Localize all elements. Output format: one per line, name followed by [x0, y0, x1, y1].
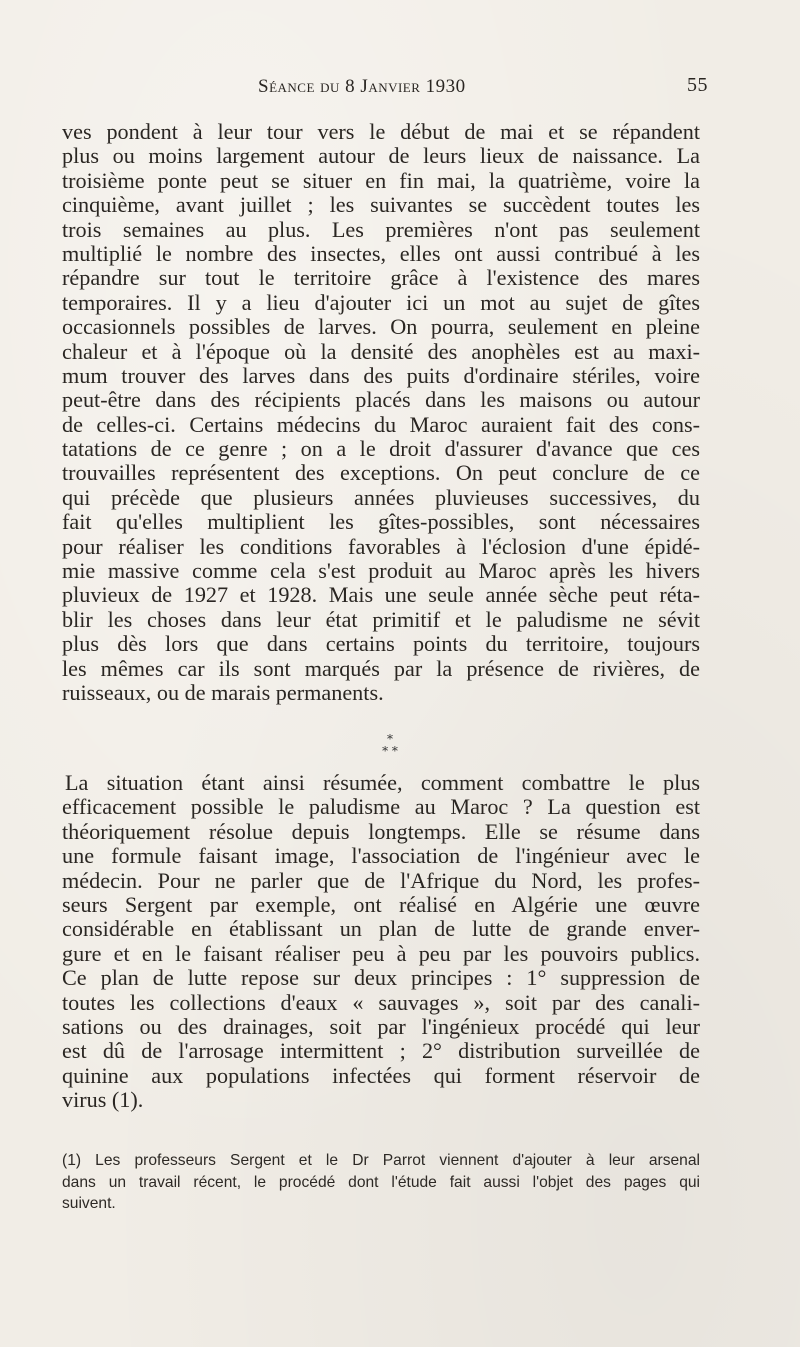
text-line: peut-être dans des récipients placés dans les maisons ou autour [62, 388, 700, 413]
text-line: mie massive comme cela s'est produit au Maroc après les hivers [62, 559, 700, 584]
text-line: ruisseaux, ou de marais permanents. [62, 680, 384, 705]
text-line: cinquième, avant juillet ; les suivantes se succèdent toutes les [62, 193, 700, 218]
footnote [62, 1150, 700, 1215]
asterism-separator [370, 733, 410, 767]
running-title: Séance du 8 Janvier 1930 [258, 76, 466, 97]
text-line: pluvieux de 1927 et 1928. Mais une seule année sèche peut réta- [62, 583, 700, 608]
text-line: répandre sur tout le territoire grâce à l'existence des mares [62, 266, 700, 291]
text-line: considérable en établissant un plan de lutte de grande enver- [62, 917, 700, 942]
text-line: plus dès lors que dans certains points du territoire, toujours [62, 632, 700, 657]
text-line: gure et en le faisant réaliser peu à peu par les pouvoirs publics. [62, 941, 700, 966]
text-line: tatations de ce genre ; on a le droit d'assurer d'avance que ces [62, 437, 700, 462]
text-line: multiplié le nombre des insectes, elles ont aussi contribué à les [62, 241, 700, 266]
text-line: La situation étant ainsi résumée, comment combattre le plus [65, 771, 700, 795]
text-line: les mêmes car ils sont marqués par la présence de rivières, de [62, 656, 700, 681]
text-line: efficacement possible le paludisme au Maroc ? La question est [62, 795, 700, 820]
text-line: médecin. Pour ne parler que de l'Afrique du Nord, les profes- [62, 868, 700, 893]
footnote-line: (1) Les professeurs Sergent et le Dr Parrot viennent d'ajouter à leur arsenal [62, 1152, 700, 1169]
text-line: qui précède que plusieurs années pluvieuses successives, du [62, 485, 700, 510]
text-line: quinine aux populations infectées qui forment réservoir de [62, 1063, 700, 1088]
text-line: virus (1). [62, 1088, 144, 1113]
paragraph-2 [62, 771, 700, 1112]
page-header [0, 74, 800, 104]
text-line: Ce plan de lutte repose sur deux principes : 1° suppression de [62, 966, 700, 991]
text-line: plus ou moins largement autour de leurs lieux de naissance. La [62, 144, 700, 169]
text-line: trois semaines au plus. Les premières n'ont pas seulement [62, 217, 700, 242]
text-line: trouvailles représentent des exceptions. On peut conclure de ce [62, 461, 700, 486]
text-line: pour réaliser les conditions favorables à l'éclosion d'une épidé- [62, 534, 700, 559]
text-line: est dû de l'arrosage intermittent ; 2° distribution surveillée de [62, 1039, 700, 1064]
text-line: sations ou des drainages, soit par l'ingénieux procédé qui leur [62, 1014, 700, 1039]
asterism-top: * [387, 732, 393, 746]
text-line: troisième ponte peut se situer en fin mai, la quatrième, voire la [62, 168, 700, 193]
text-line: toutes les collections d'eaux « sauvages », soit par des canali- [62, 990, 700, 1015]
text-line: chaleur et à l'époque où la densité des anophèles est au maxi- [62, 339, 700, 364]
text-line: une formule faisant image, l'association de l'ingénieur avec le [62, 844, 700, 869]
text-line: théoriquement résolue depuis longtemps. Elle se résume dans [62, 819, 700, 844]
paragraph-1 [62, 120, 700, 705]
footnote-line: suivent. [62, 1195, 116, 1212]
text-line: occasionnels possibles de larves. On pourra, seulement en pleine [62, 315, 700, 340]
text-line: de celles-ci. Certains médecins du Maroc auraient fait des cons- [62, 412, 700, 437]
text-line: seurs Sergent par exemple, ont réalisé en Algérie une œuvre [62, 892, 700, 917]
text-line: blir les choses dans leur état primitif et le paludisme ne sévit [62, 607, 700, 632]
asterism-bottom: * * [382, 744, 398, 758]
footnote-line: dans un travail récent, le procédé dont l'étude fait aussi l'objet des pages qui [62, 1173, 700, 1191]
text-line: mum trouver des larves dans des puits d'ordinaire stériles, voire [62, 363, 700, 388]
text-line: temporaires. Il y a lieu d'ajouter ici un mot au sujet de gîtes [62, 290, 700, 315]
text-line: ves pondent à leur tour vers le début de mai et se répandent [62, 120, 700, 144]
text-line: fait qu'elles multiplient les gîtes-possibles, sont nécessaires [62, 510, 700, 535]
page-number: 55 [687, 74, 708, 96]
